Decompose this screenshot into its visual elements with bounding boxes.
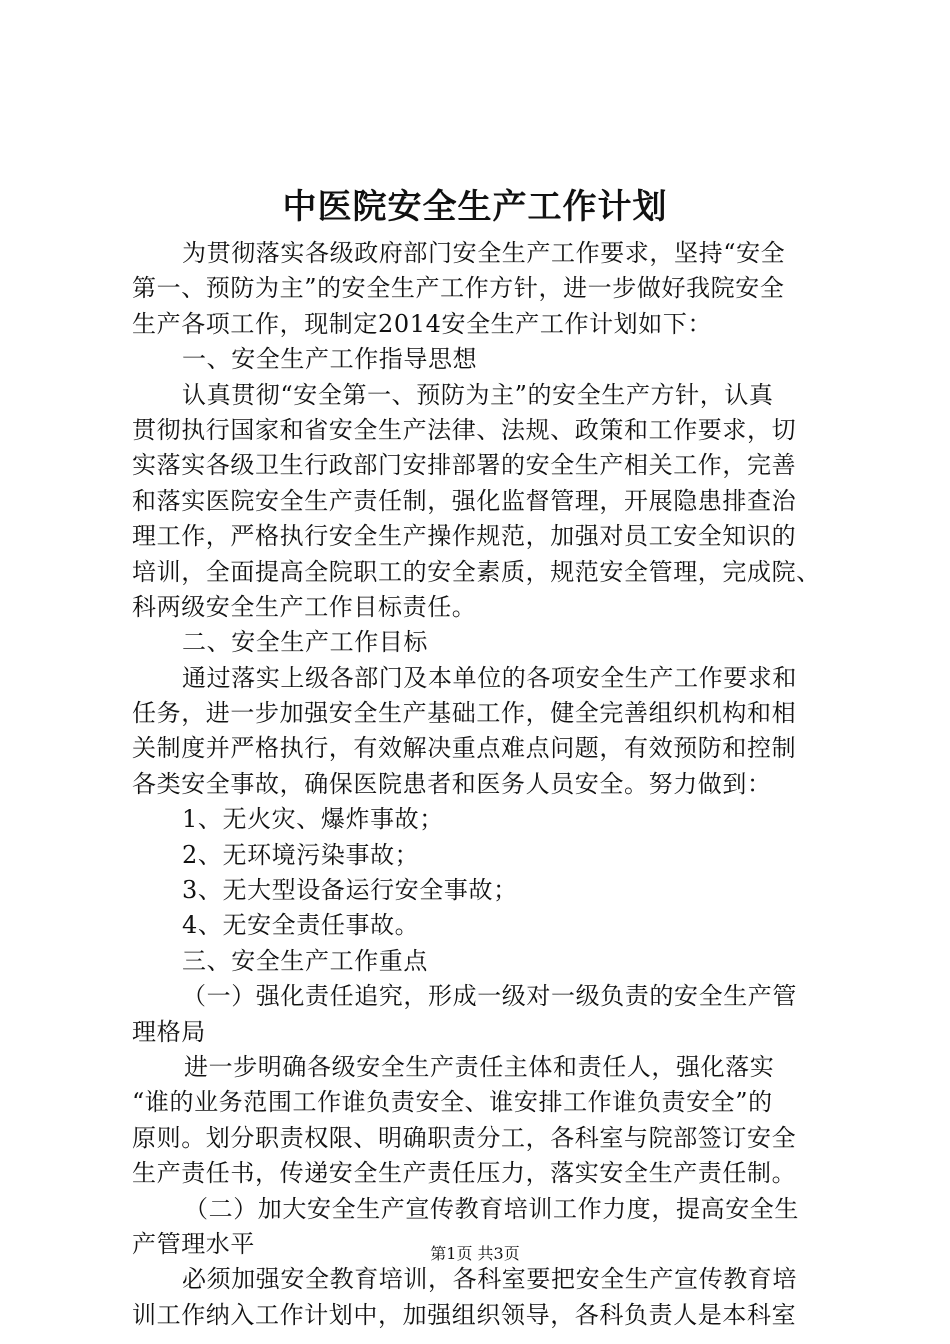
- body-line: 培训，全面提高全院职工的安全素质，规范安全管理，完成院、: [132, 557, 821, 586]
- subsection-heading: 理格局: [132, 1017, 206, 1046]
- body-line: 实落实各级卫生行政部门安排部署的安全生产相关工作，完善: [132, 451, 797, 480]
- list-item: 2、无环境污染事故；: [182, 840, 420, 869]
- section-heading: 一、安全生产工作指导思想: [182, 345, 478, 374]
- body-line: 第一、预防为主”的安全生产工作方针，进一步做好我院安全: [132, 274, 785, 303]
- body-line: 进一步明确各级安全生产责任主体和责任人，强化落实: [184, 1052, 775, 1081]
- body-line: 认真贯彻“安全第一、预防为主”的安全生产方针，认真: [182, 380, 774, 409]
- list-item: 4、无安全责任事故。: [182, 911, 420, 940]
- body-line: 必须加强安全教育培训，各科室要把安全生产宣传教育培: [182, 1265, 797, 1294]
- page-number: 第1页 共3页: [430, 1244, 520, 1263]
- body-line: 和落实医院安全生产责任制，强化监督管理，开展隐患排查治: [132, 486, 797, 515]
- body-line: 原则。划分职责权限、明确职责分工，各科室与院部签订安全: [132, 1123, 797, 1152]
- body-line: 任务，进一步加强安全生产基础工作，健全完善组织机构和相: [132, 699, 797, 728]
- document-title: 中医院安全生产工作计划: [282, 187, 668, 227]
- subsection-heading: 产管理水平: [132, 1229, 255, 1258]
- subsection-heading: （一）强化责任追究，形成一级对一级负责的安全生产管: [182, 982, 797, 1011]
- list-item: 3、无大型设备运行安全事故；: [182, 876, 518, 905]
- section-heading: 二、安全生产工作目标: [182, 628, 428, 657]
- body-line: 生产责任书，传递安全生产责任压力，落实安全生产责任制。: [132, 1159, 797, 1188]
- document-body: [132, 236, 872, 1333]
- body-line: 训工作纳入工作计划中，加强组织领导，各科负责人是本科室: [132, 1300, 797, 1329]
- body-line: 生产各项工作，现制定2014安全生产工作计划如下：: [132, 309, 713, 338]
- body-line: 贯彻执行国家和省安全生产法律、法规、政策和工作要求，切: [132, 415, 797, 444]
- body-line: 科两级安全生产工作目标责任。: [132, 592, 477, 621]
- list-item: 1、无火灾、爆炸事故；: [182, 805, 444, 834]
- body-line: 通过落实上级各部门及本单位的各项安全生产工作要求和: [182, 663, 797, 692]
- body-line: 为贯彻落实各级政府部门安全生产工作要求，坚持“安全: [182, 239, 786, 267]
- body-line: 理工作，严格执行安全生产操作规范，加强对员工安全知识的: [132, 522, 797, 551]
- section-heading: 三、安全生产工作重点: [182, 946, 428, 975]
- body-line: 关制度并严格执行，有效解决重点难点问题，有效预防和控制: [132, 734, 797, 763]
- body-line: “谁的业务范围工作谁负责安全、谁安排工作谁负责安全”的: [132, 1088, 773, 1117]
- subsection-heading: （二）加大安全生产宣传教育培训工作力度，提高安全生: [184, 1194, 799, 1223]
- page-footer: [0, 1244, 950, 1264]
- body-line: 各类安全事故，确保医院患者和医务人员安全。努力做到：: [132, 769, 772, 798]
